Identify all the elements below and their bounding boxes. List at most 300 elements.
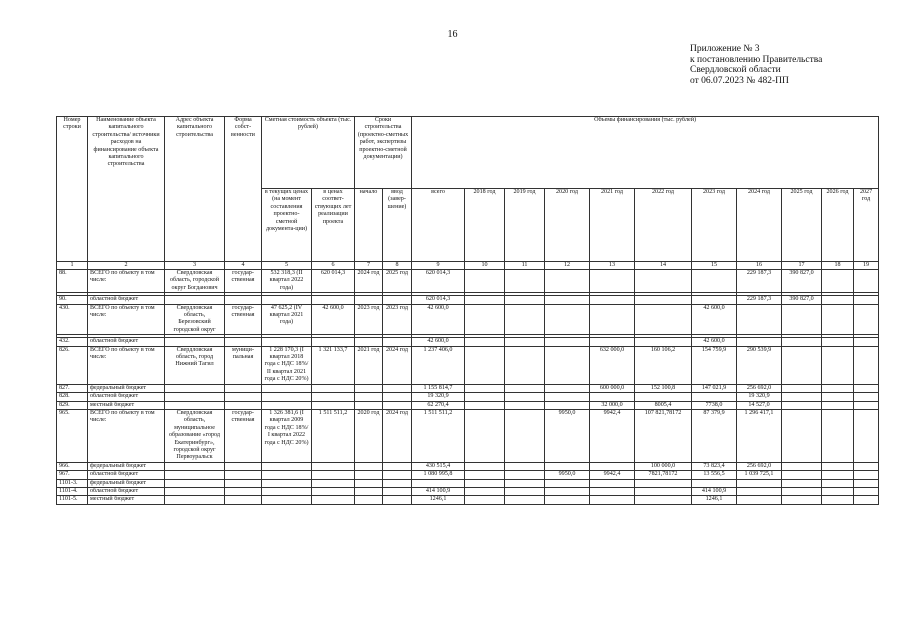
row-year-value	[505, 409, 545, 462]
row-address	[165, 479, 225, 487]
row-year-value: 9942,4	[590, 409, 635, 462]
row-year-value	[854, 296, 879, 304]
row-end	[383, 471, 412, 479]
appendix-line: Свердловской области	[690, 65, 781, 76]
row-year-value	[692, 393, 737, 401]
table-row	[57, 296, 879, 304]
row-name: ВСЕГО по объекту в том числе:	[88, 304, 165, 335]
header-year: 2018 год	[465, 189, 505, 262]
row-year-value	[692, 270, 737, 293]
header-year: 2027 год	[854, 189, 879, 262]
row-address	[165, 338, 225, 346]
row-total: 42 600,0	[412, 304, 465, 335]
row-year-value: 256 692,0	[737, 384, 782, 392]
table-row	[57, 304, 879, 335]
row-year-value	[782, 409, 822, 462]
row-year-value	[545, 401, 590, 409]
row-end	[383, 338, 412, 346]
row-number: 967.	[57, 471, 88, 479]
row-start	[355, 393, 383, 401]
row-year-value	[545, 496, 590, 504]
row-start	[355, 471, 383, 479]
row-cost-current	[262, 471, 312, 479]
row-year-value	[545, 462, 590, 470]
row-ownership: государ-ственная	[225, 304, 262, 335]
row-year-value	[635, 270, 692, 293]
row-ownership	[225, 384, 262, 392]
row-cost-actual	[312, 479, 355, 487]
row-year-value	[635, 393, 692, 401]
header-year: 2019 год	[505, 189, 545, 262]
table-row	[57, 479, 879, 487]
row-year-value	[822, 479, 854, 487]
row-cost-current	[262, 338, 312, 346]
row-year-value	[590, 338, 635, 346]
row-year-value	[782, 479, 822, 487]
row-year-value	[465, 401, 505, 409]
row-ownership	[225, 462, 262, 470]
row-year-value: 42 600,0	[692, 338, 737, 346]
row-total: 430 515,4	[412, 462, 465, 470]
row-year-value: 19 320,9	[737, 393, 782, 401]
row-year-value	[545, 304, 590, 335]
row-total	[412, 479, 465, 487]
row-name: областной бюджет	[88, 487, 165, 495]
row-start	[355, 384, 383, 392]
row-cost-current	[262, 462, 312, 470]
row-end	[383, 384, 412, 392]
row-number: 1101-5.	[57, 496, 88, 504]
row-year-value	[822, 296, 854, 304]
row-year-value: 7821,78172	[635, 471, 692, 479]
header-cost: Сметная стоимость объекта (тыс. рублей)	[262, 117, 355, 189]
row-year-value	[854, 479, 879, 487]
row-year-value	[465, 346, 505, 384]
row-cost-actual	[312, 462, 355, 470]
row-year-value: 1246,1	[692, 496, 737, 504]
row-year-value	[635, 296, 692, 304]
row-year-value	[505, 296, 545, 304]
row-name: областной бюджет	[88, 338, 165, 346]
row-number: 828.	[57, 393, 88, 401]
row-year-value	[635, 487, 692, 495]
row-cost-actual	[312, 401, 355, 409]
row-year-value	[505, 393, 545, 401]
page-number: 16	[447, 29, 458, 40]
row-year-value: 632 000,0	[590, 346, 635, 384]
row-year-value	[590, 479, 635, 487]
header-total: всего	[412, 189, 465, 262]
row-number: 829.	[57, 401, 88, 409]
row-cost-current: 1 326 381,6 (I квартал 2009 года с НДС 18%/ I квартал 2022 года с НДС 20%)	[262, 409, 312, 462]
row-year-value	[737, 304, 782, 335]
row-year-value	[635, 479, 692, 487]
row-address	[165, 401, 225, 409]
row-number: 90.	[57, 296, 88, 304]
column-number: 16	[737, 262, 782, 270]
table-row	[57, 487, 879, 495]
row-start: 2023 год	[355, 304, 383, 335]
appendix-line: к постановлению Правительства	[690, 54, 823, 65]
row-year-value	[635, 304, 692, 335]
column-number: 9	[412, 262, 465, 270]
row-year-value	[635, 496, 692, 504]
row-ownership: муници-пальная	[225, 346, 262, 384]
row-year-value	[465, 479, 505, 487]
header-address: Адрес объекта капитального строительства	[165, 117, 225, 262]
row-year-value	[782, 487, 822, 495]
row-year-value: 229 187,3	[737, 270, 782, 293]
row-year-value: 73 823,4	[692, 462, 737, 470]
row-year-value	[465, 471, 505, 479]
row-year-value: 152 100,8	[635, 384, 692, 392]
row-year-value	[465, 393, 505, 401]
row-name: федеральный бюджет	[88, 479, 165, 487]
row-address	[165, 487, 225, 495]
row-name: федеральный бюджет	[88, 462, 165, 470]
row-year-value	[465, 409, 505, 462]
appendix-line: от 06.07.2023 № 482-ПП	[690, 75, 789, 86]
row-year-value	[545, 479, 590, 487]
header-cost-actual: в ценах соответ-ствующих лет реализации проекта	[312, 189, 355, 262]
column-number: 2	[88, 262, 165, 270]
row-year-value: 13 556,5	[692, 471, 737, 479]
row-year-value	[590, 270, 635, 293]
row-cost-actual: 42 600,0	[312, 304, 355, 335]
row-year-value	[505, 471, 545, 479]
row-address: Свердловская область, муниципальное образование «город Екатеринбург», городской округ Первоуральск	[165, 409, 225, 462]
header-terms: Сроки строительства (проектно-сметных работ, экспертизы проектно-сметной документации)	[355, 117, 412, 189]
row-start: 2024 год	[355, 270, 383, 293]
row-address	[165, 496, 225, 504]
header-name: Наименование объекта капитального строительства/ источники расходов на финансирование объекта капитального строительства	[88, 117, 165, 262]
row-year-value	[822, 487, 854, 495]
row-total: 1 511 511,2	[412, 409, 465, 462]
table-row	[57, 409, 879, 462]
row-year-value	[465, 462, 505, 470]
row-year-value	[822, 304, 854, 335]
table-row	[57, 384, 879, 392]
column-number: 12	[545, 262, 590, 270]
row-cost-actual	[312, 471, 355, 479]
row-year-value	[854, 270, 879, 293]
row-start	[355, 496, 383, 504]
header-year: 2026 год	[822, 189, 854, 262]
row-address	[165, 393, 225, 401]
column-number: 13	[590, 262, 635, 270]
row-number: 965.	[57, 409, 88, 462]
header-ownership: Форма собст-венности	[225, 117, 262, 262]
column-number: 19	[854, 262, 879, 270]
table-row	[57, 393, 879, 401]
row-year-value	[635, 338, 692, 346]
column-number: 7	[355, 262, 383, 270]
row-year-value	[505, 270, 545, 293]
appendix-block	[690, 44, 822, 86]
row-year-value	[465, 384, 505, 392]
row-name: федеральный бюджет	[88, 384, 165, 392]
row-total: 1 080 995,8	[412, 471, 465, 479]
row-cost-current: 532 318,3 (II квартал 2022 года)	[262, 270, 312, 293]
row-year-value	[465, 338, 505, 346]
row-year-value: 1 039 725,1	[737, 471, 782, 479]
row-start	[355, 487, 383, 495]
row-ownership	[225, 496, 262, 504]
row-year-value	[545, 346, 590, 384]
row-end	[383, 393, 412, 401]
column-number-row	[57, 262, 879, 270]
row-number: 1101-3.	[57, 479, 88, 487]
row-ownership	[225, 296, 262, 304]
row-name: ВСЕГО по объекту в том числе:	[88, 409, 165, 462]
appendix-line: Приложение № 3	[690, 44, 760, 54]
row-year-value	[822, 471, 854, 479]
table-row	[57, 471, 879, 479]
row-end	[383, 401, 412, 409]
column-number: 3	[165, 262, 225, 270]
row-address	[165, 462, 225, 470]
row-number: 88.	[57, 270, 88, 293]
row-year-value	[782, 384, 822, 392]
row-year-value	[465, 296, 505, 304]
row-total: 414 100,9	[412, 487, 465, 495]
row-total: 620 014,3	[412, 296, 465, 304]
row-year-value	[822, 270, 854, 293]
row-year-value	[854, 487, 879, 495]
row-address: Свердловская область, городской округ Богданович	[165, 270, 225, 293]
column-number: 17	[782, 262, 822, 270]
row-end: 2024 год	[383, 409, 412, 462]
row-year-value	[465, 270, 505, 293]
row-name: областной бюджет	[88, 471, 165, 479]
table-row	[57, 338, 879, 346]
row-start	[355, 338, 383, 346]
row-year-value	[782, 471, 822, 479]
row-start	[355, 462, 383, 470]
row-year-value	[822, 393, 854, 401]
row-year-value	[590, 487, 635, 495]
row-year-value	[505, 384, 545, 392]
row-year-value	[505, 338, 545, 346]
row-start	[355, 296, 383, 304]
row-name: областной бюджет	[88, 393, 165, 401]
column-number: 15	[692, 262, 737, 270]
row-cost-current: 1 228 170,3 (I квартал 2018 года с НДС 18%/ II квартал 2021 года с НДС 20%)	[262, 346, 312, 384]
row-year-value	[854, 401, 879, 409]
row-year-value	[505, 462, 545, 470]
row-total: 620 014,3	[412, 270, 465, 293]
row-number: 826.	[57, 346, 88, 384]
row-number: 432.	[57, 338, 88, 346]
column-number: 8	[383, 262, 412, 270]
column-number: 4	[225, 262, 262, 270]
row-start	[355, 479, 383, 487]
row-end	[383, 487, 412, 495]
row-total: 1 155 814,7	[412, 384, 465, 392]
header-volumes: Объемы финансирования (тыс. рублей)	[412, 117, 879, 189]
row-end	[383, 479, 412, 487]
header-year: 2024 год	[737, 189, 782, 262]
header-year: 2021 год	[590, 189, 635, 262]
row-end	[383, 496, 412, 504]
table-row	[57, 462, 879, 470]
row-ownership: государ-ственная	[225, 409, 262, 462]
row-cost-actual	[312, 384, 355, 392]
row-year-value: 32 000,0	[590, 401, 635, 409]
header-year: 2023 год	[692, 189, 737, 262]
row-cost-current	[262, 393, 312, 401]
row-year-value	[854, 393, 879, 401]
header-end: ввод (завер-шение)	[383, 189, 412, 262]
row-ownership	[225, 471, 262, 479]
row-cost-actual	[312, 296, 355, 304]
row-ownership	[225, 393, 262, 401]
row-year-value	[822, 346, 854, 384]
row-end: 2024 год	[383, 346, 412, 384]
row-total: 19 320,9	[412, 393, 465, 401]
row-year-value	[737, 496, 782, 504]
row-year-value	[545, 296, 590, 304]
row-year-value	[590, 393, 635, 401]
row-year-value	[782, 462, 822, 470]
row-year-value	[822, 409, 854, 462]
table-row	[57, 496, 879, 504]
row-year-value	[590, 296, 635, 304]
row-year-value	[782, 401, 822, 409]
row-name: областной бюджет	[88, 296, 165, 304]
row-name: местный бюджет	[88, 401, 165, 409]
row-year-value: 256 692,0	[737, 462, 782, 470]
row-end	[383, 462, 412, 470]
row-cost-current	[262, 479, 312, 487]
row-year-value	[854, 471, 879, 479]
row-cost-actual	[312, 487, 355, 495]
row-year-value	[505, 479, 545, 487]
header-row	[57, 117, 879, 189]
row-year-value: 290 539,9	[737, 346, 782, 384]
row-year-value: 8005,4	[635, 401, 692, 409]
row-end	[383, 296, 412, 304]
row-end: 2023 год	[383, 304, 412, 335]
row-year-value	[505, 496, 545, 504]
column-number: 18	[822, 262, 854, 270]
column-number: 5	[262, 262, 312, 270]
row-name: ВСЕГО по объекту в том числе:	[88, 346, 165, 384]
row-year-value	[465, 496, 505, 504]
row-year-value	[822, 462, 854, 470]
row-end: 2025 год	[383, 270, 412, 293]
row-year-value: 87 379,9	[692, 409, 737, 462]
row-year-value	[545, 384, 590, 392]
row-year-value	[822, 338, 854, 346]
row-year-value	[465, 304, 505, 335]
header-num: Номер строки	[57, 117, 88, 262]
row-year-value	[782, 338, 822, 346]
row-cost-actual	[312, 338, 355, 346]
row-year-value	[782, 304, 822, 335]
table-row	[57, 401, 879, 409]
row-year-value	[545, 270, 590, 293]
row-total: 62 270,4	[412, 401, 465, 409]
row-year-value	[590, 496, 635, 504]
row-cost-current: 47 625,2 (IV квартал 2021 года)	[262, 304, 312, 335]
row-total: 42 600,0	[412, 338, 465, 346]
row-year-value: 390 827,0	[782, 296, 822, 304]
row-ownership: государ-ственная	[225, 270, 262, 293]
row-year-value	[822, 401, 854, 409]
row-ownership	[225, 338, 262, 346]
row-year-value: 9950,0	[545, 471, 590, 479]
row-start: 2021 год	[355, 346, 383, 384]
row-cost-current	[262, 401, 312, 409]
row-cost-current	[262, 496, 312, 504]
row-year-value	[782, 346, 822, 384]
row-cost-current	[262, 296, 312, 304]
row-year-value: 600 000,0	[590, 384, 635, 392]
row-year-value: 229 187,3	[737, 296, 782, 304]
row-year-value	[545, 487, 590, 495]
row-start: 2020 год	[355, 409, 383, 462]
header-year: 2022 год	[635, 189, 692, 262]
row-year-value: 9950,0	[545, 409, 590, 462]
row-year-value	[545, 393, 590, 401]
column-number: 1	[57, 262, 88, 270]
row-year-value	[782, 496, 822, 504]
row-cost-actual: 1 321 133,7	[312, 346, 355, 384]
row-number: 966.	[57, 462, 88, 470]
row-address	[165, 471, 225, 479]
row-address: Свердловская область, город Нижний Тагил	[165, 346, 225, 384]
table-body	[57, 270, 879, 505]
row-year-value	[505, 304, 545, 335]
row-year-value: 107 821,78172	[635, 409, 692, 462]
row-year-value	[692, 296, 737, 304]
row-year-value	[854, 409, 879, 462]
row-cost-actual	[312, 393, 355, 401]
row-number: 1101-4.	[57, 487, 88, 495]
row-total: 1246,1	[412, 496, 465, 504]
header-cost-current: в текущих ценах (на момент составления проектно-сметной документа-ции)	[262, 189, 312, 262]
row-year-value	[737, 338, 782, 346]
row-ownership	[225, 487, 262, 495]
table-row	[57, 270, 879, 293]
row-year-value	[737, 487, 782, 495]
row-name: местный бюджет	[88, 496, 165, 504]
row-year-value	[590, 304, 635, 335]
row-year-value: 414 100,9	[692, 487, 737, 495]
row-name: ВСЕГО по объекту в том числе:	[88, 270, 165, 293]
header-year: 2020 год	[545, 189, 590, 262]
financing-table	[56, 116, 879, 505]
row-cost-actual: 1 511 511,2	[312, 409, 355, 462]
row-year-value: 154 759,9	[692, 346, 737, 384]
row-year-value: 100 000,0	[635, 462, 692, 470]
row-year-value	[737, 479, 782, 487]
row-year-value	[854, 384, 879, 392]
row-year-value	[465, 487, 505, 495]
row-number: 827.	[57, 384, 88, 392]
row-year-value: 9942,4	[590, 471, 635, 479]
row-address	[165, 296, 225, 304]
row-cost-current	[262, 384, 312, 392]
row-cost-actual: 620 014,3	[312, 270, 355, 293]
row-ownership	[225, 479, 262, 487]
row-year-value	[822, 496, 854, 504]
column-number: 10	[465, 262, 505, 270]
row-year-value	[854, 462, 879, 470]
row-year-value	[545, 338, 590, 346]
column-number: 14	[635, 262, 692, 270]
